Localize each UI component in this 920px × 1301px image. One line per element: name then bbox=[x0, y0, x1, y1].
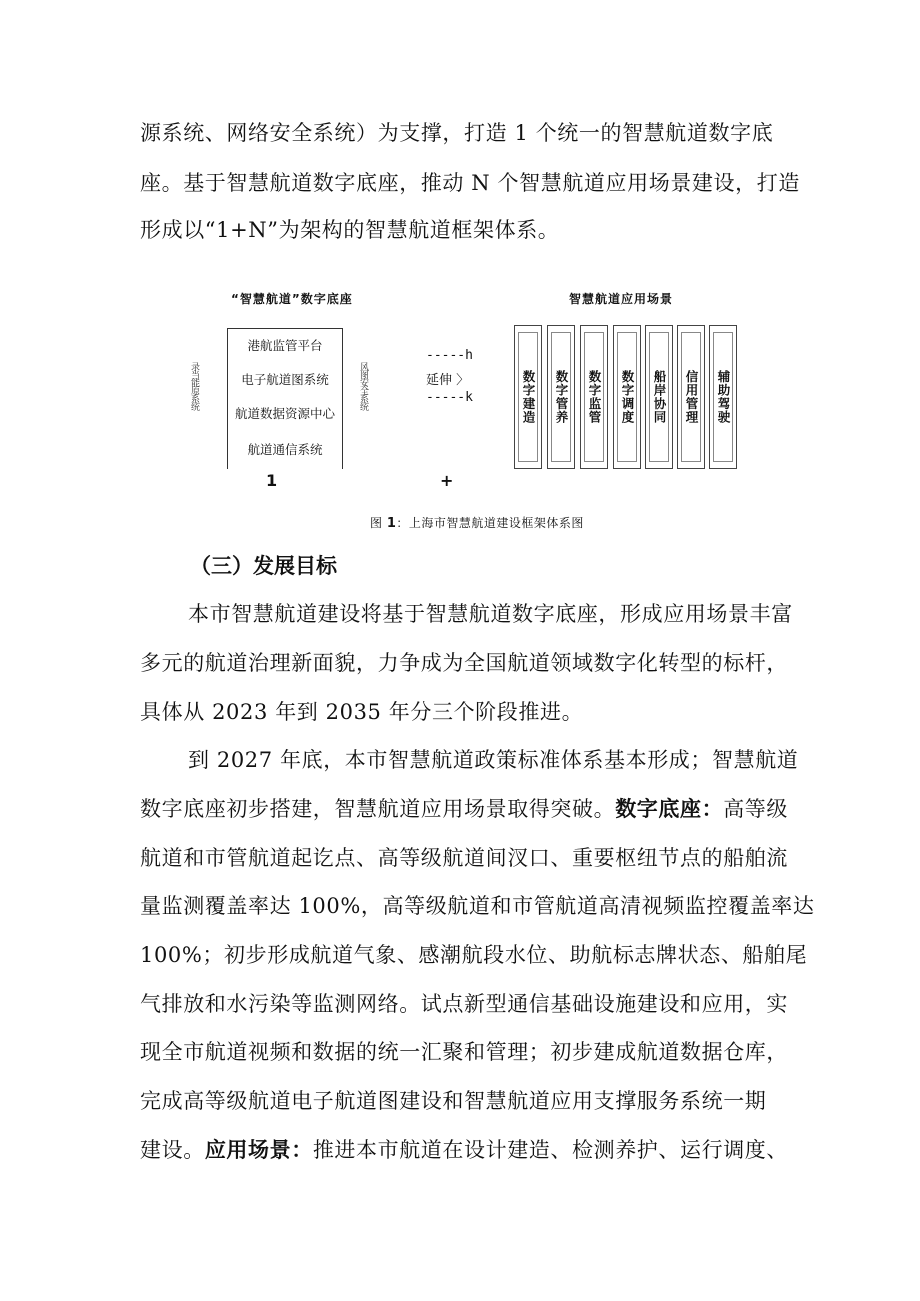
figure-right-title: 智慧航道应用场景 bbox=[569, 292, 674, 306]
intro-line-2: 座。基于智慧航道数字底座，推动 N 个智慧航道应用场景建设，打造 bbox=[140, 171, 800, 195]
base-item-4: 航道通信系统 bbox=[247, 442, 323, 457]
section-heading: （三）发展目标 bbox=[190, 554, 337, 578]
caption-text: ：上海市智慧航道建设框架体系图 bbox=[396, 516, 584, 530]
caption-prefix: 图 bbox=[370, 516, 383, 530]
para2-text: 高等级 bbox=[723, 797, 789, 821]
scene-box-4 bbox=[613, 325, 641, 469]
para2-text: 数字底座初步搭建，智慧航道应用场景取得突破。 bbox=[140, 797, 616, 821]
caption-number: 1 bbox=[386, 516, 397, 531]
bold-term-application: 应用场景： bbox=[204, 1138, 313, 1162]
scene-box-2 bbox=[547, 325, 575, 469]
para2-text: 建设。 bbox=[140, 1138, 205, 1162]
extend-arrow-bottom: -----k bbox=[426, 390, 473, 405]
para1-line-2: 多元的航道治理新面貌，力争成为全国航道领域数字化转型的标杆， bbox=[140, 651, 788, 675]
base-item-1: 港航监管平台 bbox=[247, 338, 323, 353]
scene-box-3 bbox=[580, 325, 608, 469]
intro-line-3: 形成以“1+N”为架构的智慧航道框架体系。 bbox=[140, 218, 560, 242]
para1-line-3: 具体从 2023 年到 2035 年分三个阶段推进。 bbox=[140, 700, 584, 724]
para1-line-1: 本市智慧航道建设将基于智慧航道数字底座，形成应用场景丰富 bbox=[188, 602, 793, 626]
para2-line-5: 100%；初步形成航道气象、感潮航段水位、助航标志牌状态、船舶尾 bbox=[140, 943, 808, 967]
scene-box-7 bbox=[709, 325, 737, 469]
para2-line-9 bbox=[140, 1135, 800, 1165]
label-plus: + bbox=[440, 471, 454, 490]
scene-box-5 bbox=[645, 325, 673, 469]
scene-label: 船岸协同 bbox=[652, 370, 667, 424]
para2-line-3: 航道和市管航道起讫点、高等级航道间汊口、重要枢纽节点的船舶流 bbox=[140, 846, 788, 870]
figure-caption bbox=[370, 514, 584, 531]
scene-label: 数字管养 bbox=[554, 370, 569, 424]
right-side-label: 风图安全系统 bbox=[358, 362, 368, 410]
scene-label: 数字建造 bbox=[521, 370, 536, 424]
extend-arrow-top: -----h bbox=[426, 348, 473, 363]
scene-box-1 bbox=[514, 325, 542, 469]
base-item-2: 电子航道图系统 bbox=[241, 372, 329, 387]
extend-label: 延伸 〉 bbox=[426, 373, 470, 388]
para2-line-2 bbox=[140, 794, 800, 824]
figure-left-title: “智慧航道”数字底座 bbox=[231, 292, 353, 306]
scene-label: 数字监管 bbox=[587, 370, 602, 424]
para2-text: 推进本市航道在设计建造、检测养护、运行调度、 bbox=[312, 1138, 789, 1162]
para2-line-7: 现全市航道视频和数据的统一汇聚和管理；初步建成航道数据仓库， bbox=[140, 1040, 788, 1064]
para2-line-8: 完成高等级航道电子航道图建设和智慧航道应用支撑服务系统一期 bbox=[140, 1089, 767, 1113]
para2-line-6: 气排放和水污染等监测网络。试点新型通信基础设施建设和应用，实 bbox=[140, 992, 788, 1016]
scene-label: 辅助驾驶 bbox=[716, 370, 731, 424]
para2-line-4: 量监测覆盖率达 100%，高等级航道和市管航道高清视频监控覆盖率达 bbox=[140, 894, 815, 918]
intro-line-1: 源系统、网络安全系统）为支撑，打造 1 个统一的智慧航道数字底 bbox=[140, 121, 774, 145]
base-item-3: 航道数据资源中心 bbox=[234, 406, 335, 421]
para2-line-1: 到 2027 年底，本市智慧航道政策标准体系基本形成；智慧航道 bbox=[188, 748, 799, 772]
scene-label: 数字调度 bbox=[620, 370, 635, 424]
scene-box-6 bbox=[677, 325, 705, 469]
left-side-label: 录当能原系统 bbox=[189, 362, 199, 410]
scene-label: 信用管理 bbox=[684, 370, 699, 424]
label-one: 1 bbox=[266, 471, 278, 490]
bold-term-digital-base: 数字底座： bbox=[615, 797, 724, 821]
